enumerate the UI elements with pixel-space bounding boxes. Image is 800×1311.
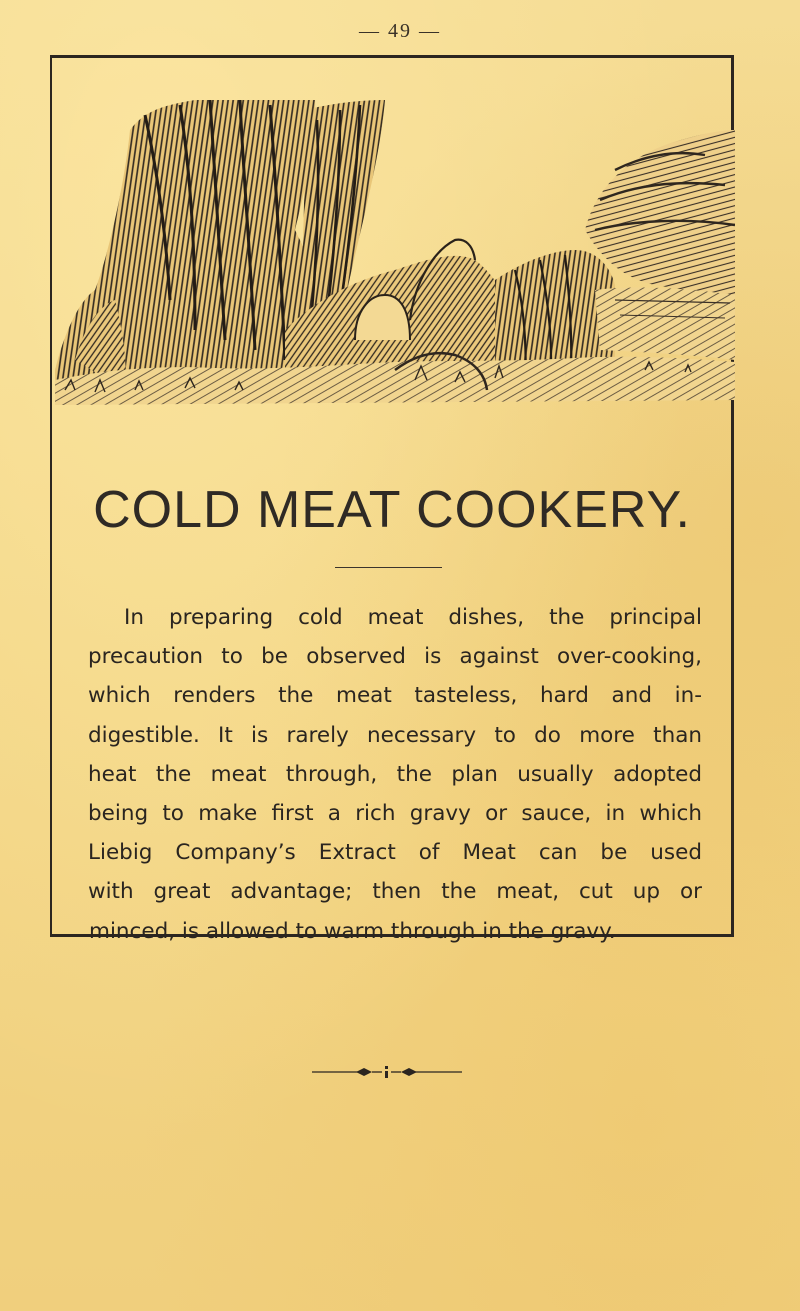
text-line: which renders the meat tasteless, hard and in- — [88, 683, 702, 709]
text-line: digestible. It is rarely necessary to do more than — [88, 722, 702, 748]
text-line: being to make first a rich gravy or sauce, in which — [88, 801, 702, 827]
text-line: minced, is allowed to warm through in the gravy. — [89, 918, 616, 944]
text-line: precaution to be observed is against over-cooking, — [88, 644, 702, 670]
article-body — [88, 598, 702, 951]
text-line: In preparing cold meat dishes, the principal — [124, 605, 702, 630]
page-number: — 49 — — [359, 20, 441, 42]
diamond-divider-icon — [312, 1064, 462, 1080]
text-line: Liebig Company’s Extract of Meat can be used — [88, 840, 702, 866]
meat-landscape-engraving-icon — [55, 100, 735, 420]
text-line: heat the meat through, the plan usually adopted — [88, 761, 702, 787]
text-line: with great advantage; then the meat, cut up or — [88, 879, 702, 905]
title-divider-rule — [335, 567, 442, 568]
page-title: COLD MEAT COOKERY. — [93, 481, 691, 539]
